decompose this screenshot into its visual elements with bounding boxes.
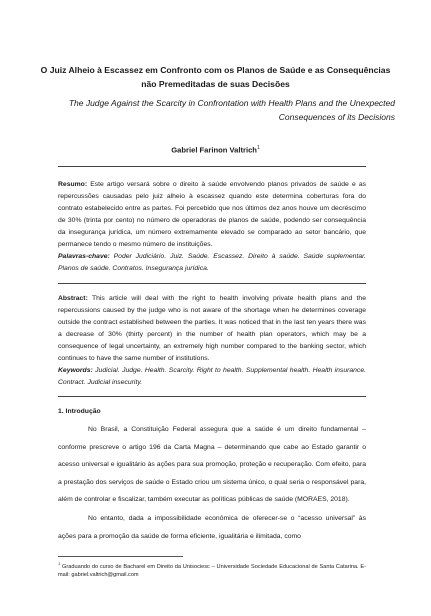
divider: [58, 396, 366, 397]
palavras-chave-block: [58, 251, 366, 275]
author-text: Gabriel Farinon Valtrich: [171, 145, 257, 155]
divider: [58, 166, 366, 167]
resumo-text: Este artigo versará sobre o direito à saúde envolvendo planos privados de saúde e as repercussões causadas pelo juiz alheio à escassez quando este determina coberturas fora do contrato estabelecido entre as partes. Foi percebido que nos últimos dez anos houve um decréscimo de 30% (trinta por cento) no número de operadoras de planos de saúde, podendo ser consequência da insegurança jurídica, um número extremamente elevado se comparado ao setor bancário, que permanece tendo o mesmo número de instituições.: [58, 181, 367, 248]
author-footnote-mark: 1: [256, 145, 260, 151]
footnote-mark: 1: [58, 561, 61, 566]
palavras-chave-label: Palavras-chave:: [58, 253, 110, 260]
paper-title-english: The Judge Against the Scarcity in Confrontation with Health Plans and the Unexpected Consequences of its Decisions: [68, 98, 395, 122]
abstract-label: Abstract:: [58, 295, 88, 302]
resumo-label: Resumo:: [58, 181, 88, 188]
abstract-block: [58, 293, 366, 364]
resumo-block: [58, 179, 366, 250]
keywords-block: [58, 365, 366, 389]
abstract-text: This article will deal with the right to health involving private health plans and the repercussions caused by the judge who is not aware of the shortage when he determines coverage outside the contract established between the parties. It was noticed that in the last ten years there was a decrease of 30% (thirty percent) in the number of health plan operators, which may be a consequence of legal uncertainty, an extremely high number compared to the banking sector, which continues to have the same number of institutions.: [58, 295, 366, 362]
footnote: [58, 560, 366, 580]
section-heading: 1. Introdução: [58, 408, 101, 415]
palavras-chave-text: Poder Judiciário. Juiz. Saúde. Escassez. Direito à saúde. Saúde suplementar. Planos de saúde. Contratos. Insegurança jurídica.: [58, 253, 367, 272]
keywords-label: Keywords:: [58, 367, 93, 374]
keywords-text: Judicial. Judge. Health. Scarcity. Right to health. Supplemental health. Health insurance. Contract. Judicial insecurity.: [58, 367, 366, 386]
body-paragraph: No entanto, dada a impossibilidade econômica de oferecer-se o “acesso universal” às ações para a promoção da saúde de forma eficiente, igualitária e ilimitada, como: [58, 515, 366, 540]
paper-title: O Juiz Alheio à Escassez em Confronto com os Planos de Saúde e as Consequências não Premeditadas de suas Decisões: [40, 65, 391, 89]
divider: [58, 283, 366, 284]
footnote-rule: [58, 556, 183, 557]
footnote-text: Graduando do curso de Bacharel em Direito da Unisociesc – Universidade Sociedade Educacional de Santa Catarina. E-mail: gabriel.valtrich@gmail.com: [58, 563, 367, 579]
author-name: [0, 145, 431, 155]
body-paragraph: No Brasil, a Constituição Federal assegura que a saúde é um direito fundamental – conforme prescreve o artigo 196 da Carta Magna – determinando que cabe ao Estado garantir o acesso universal e igualitário às ações para sua promoção, proteção e recuperação. Com efeito, para a prestação dos serviços de saúde o Estado criou um sistema único, o qual seria o responsável para, além de controlar e fiscalizar, também executar as políticas públicas de saúde (MORAES, 2018).: [58, 426, 366, 504]
